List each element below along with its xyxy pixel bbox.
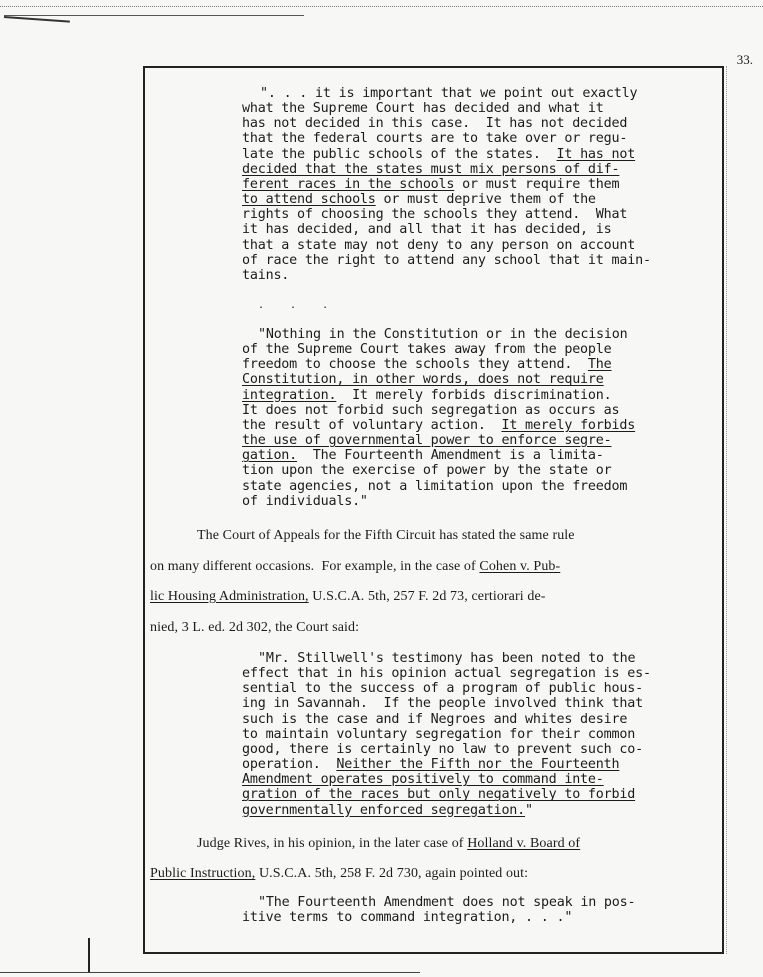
underlined-text: to attend schools <box>242 192 376 208</box>
line-text: itive terms to command integration, . . ." <box>242 910 573 926</box>
line-text: "The Fourteenth Amendment does not speak in pos- <box>258 895 636 910</box>
underlined-text: integration. <box>242 387 337 403</box>
quote1-line <box>242 131 627 146</box>
line-text: U.S.C.A. 5th, 257 F. 2d 73, certiorari de- <box>308 589 546 604</box>
line-text: has not decided in this case. It has not decided <box>242 116 628 132</box>
quote3-line <box>242 712 627 727</box>
underlined-text: It merely forbids <box>501 417 636 433</box>
bottom-rule <box>0 972 420 973</box>
quote1-line <box>242 177 619 192</box>
line-text: of the Supreme Court takes away from the people <box>242 342 612 358</box>
line-text: ". . . it is important that we point out exactly <box>260 86 638 101</box>
line-text: tains. <box>242 267 290 283</box>
quote1-line <box>242 222 612 237</box>
line-text: It merely forbids discrimination. <box>336 387 612 403</box>
quote1-line <box>242 207 627 222</box>
quote3-line <box>242 681 643 696</box>
line-text: that a state may not deny to any person on account <box>242 237 636 253</box>
line-text: state agencies, not a limitation upon the freedom <box>242 478 628 494</box>
line-text: good, there is certainly no law to prevent such co- <box>242 741 643 757</box>
quote1-line <box>242 192 596 207</box>
underlined-text: Constitution, in other words, does not require <box>242 372 604 388</box>
body1-line <box>150 620 359 636</box>
quote3-line <box>242 727 635 742</box>
underlined-text: lic Housing Administration, <box>150 589 309 604</box>
quote3-line <box>242 787 635 802</box>
top-dotted-edge <box>0 6 763 7</box>
line-text: tion upon the exercise of power by the state or <box>242 463 612 479</box>
body2-line <box>197 836 580 852</box>
top-rule <box>4 15 304 16</box>
quote3-line <box>242 666 651 681</box>
underlined-text: Amendment operates positively to command inte- <box>242 772 604 788</box>
line-text: It does not forbid such segregation as occurs as <box>242 402 620 418</box>
quote1-line <box>242 101 604 116</box>
line-text: "Mr. Stillwell's testimony has been noted to the <box>258 651 636 666</box>
quote1-line <box>242 268 289 283</box>
quote1-line <box>242 238 635 253</box>
quote-ellipsis: . . . <box>258 300 339 311</box>
quote2-line <box>242 403 619 418</box>
underlined-text: The <box>587 357 612 373</box>
line-text: or must require them <box>454 176 620 192</box>
line-text: " <box>525 802 533 818</box>
quote1-line <box>242 162 619 177</box>
page-number: 33. <box>736 52 753 67</box>
line-text: the result of voluntary action. <box>242 417 502 433</box>
line-text: to maintain voluntary segregation for their common <box>242 726 636 742</box>
line-text: late the public schools of the states. <box>242 146 557 162</box>
line-text: nied, 3 L. ed. 2d 302, the Court said: <box>150 619 360 635</box>
quote2-line <box>242 357 612 372</box>
line-text: on many different occasions. For example, in the case of <box>150 558 480 574</box>
quote2-line <box>242 433 612 448</box>
line-text: The Fourteenth Amendment is a limita- <box>297 448 604 464</box>
line-text: that the federal courts are to take over or regu- <box>242 131 628 147</box>
quote2-line <box>242 494 368 509</box>
underlined-text: Neither the Fifth nor the Fourteenth <box>336 757 620 773</box>
line-text: ing in Savannah. If the people involved think that <box>242 696 643 712</box>
quote1-line <box>242 147 635 162</box>
body1-line <box>150 559 560 575</box>
quote3-line <box>242 742 643 757</box>
line-text: freedom to choose the schools they attend. <box>242 357 588 373</box>
quote3-line <box>242 757 619 772</box>
underlined-text: Public Instruction, <box>150 866 256 881</box>
line-text: of race the right to attend any school that it main- <box>242 252 651 268</box>
line-text: what the Supreme Court has decided and what it <box>242 101 604 117</box>
line-text: such is the case and if Negroes and whites desire <box>242 711 628 727</box>
left-margin-bar <box>88 938 90 972</box>
quote4-line <box>258 895 635 910</box>
quote2-line <box>242 418 635 433</box>
quote1-line <box>242 253 651 268</box>
body1-line <box>197 528 575 544</box>
quote3-line <box>242 803 533 818</box>
body1-line <box>150 589 546 605</box>
line-text: effect that in his opinion actual segregation is es- <box>242 666 651 682</box>
quote2-line <box>242 372 604 387</box>
underlined-text: Holland v. Board of <box>467 836 581 851</box>
body2-line <box>150 866 528 882</box>
line-text: Judge Rives, in his opinion, in the later case of <box>197 836 468 851</box>
underlined-text: governmentally enforced segregation. <box>242 802 526 818</box>
underlined-text: the use of governmental power to enforce segre- <box>242 433 612 449</box>
line-text: "Nothing in the Constitution or in the decision <box>258 327 628 342</box>
underlined-text: gration of the races but only negatively to forbid <box>242 787 636 803</box>
line-text: rights of choosing the schools they attend. What <box>242 207 628 223</box>
frame-dotted-edge <box>726 66 728 954</box>
underlined-text: decided that the states must mix persons of dif- <box>242 161 620 177</box>
quote1-line <box>260 86 637 101</box>
underlined-text: gation. <box>242 448 298 464</box>
quote3-line <box>242 696 643 711</box>
quote2-line <box>242 342 612 357</box>
line-text: operation. <box>242 757 337 773</box>
line-text: it has decided, and all that it has decided, is <box>242 222 612 238</box>
quote3-line <box>258 651 635 666</box>
line-text: of individuals." <box>242 493 368 509</box>
underlined-text: ferent races in the schools <box>242 176 455 192</box>
quote2-line <box>242 463 612 478</box>
line-text: sential to the success of a program of public hous- <box>242 681 643 697</box>
quote3-line <box>242 772 604 787</box>
underlined-text: It has not <box>556 146 636 162</box>
quote2-line <box>242 388 612 403</box>
line-text: U.S.C.A. 5th, 258 F. 2d 730, again pointed out: <box>255 866 529 881</box>
quote1-line <box>242 116 627 131</box>
line-text: or must deprive them of the <box>375 192 596 208</box>
quote4-line <box>242 910 572 925</box>
top-rule-mark <box>4 16 70 23</box>
quote2-line <box>242 479 627 494</box>
line-text: The Court of Appeals for the Fifth Circuit has stated the same rule <box>197 528 575 543</box>
quote2-line <box>242 448 604 463</box>
quote2-line <box>258 327 628 342</box>
underlined-text: Cohen v. Pub- <box>479 558 561 574</box>
